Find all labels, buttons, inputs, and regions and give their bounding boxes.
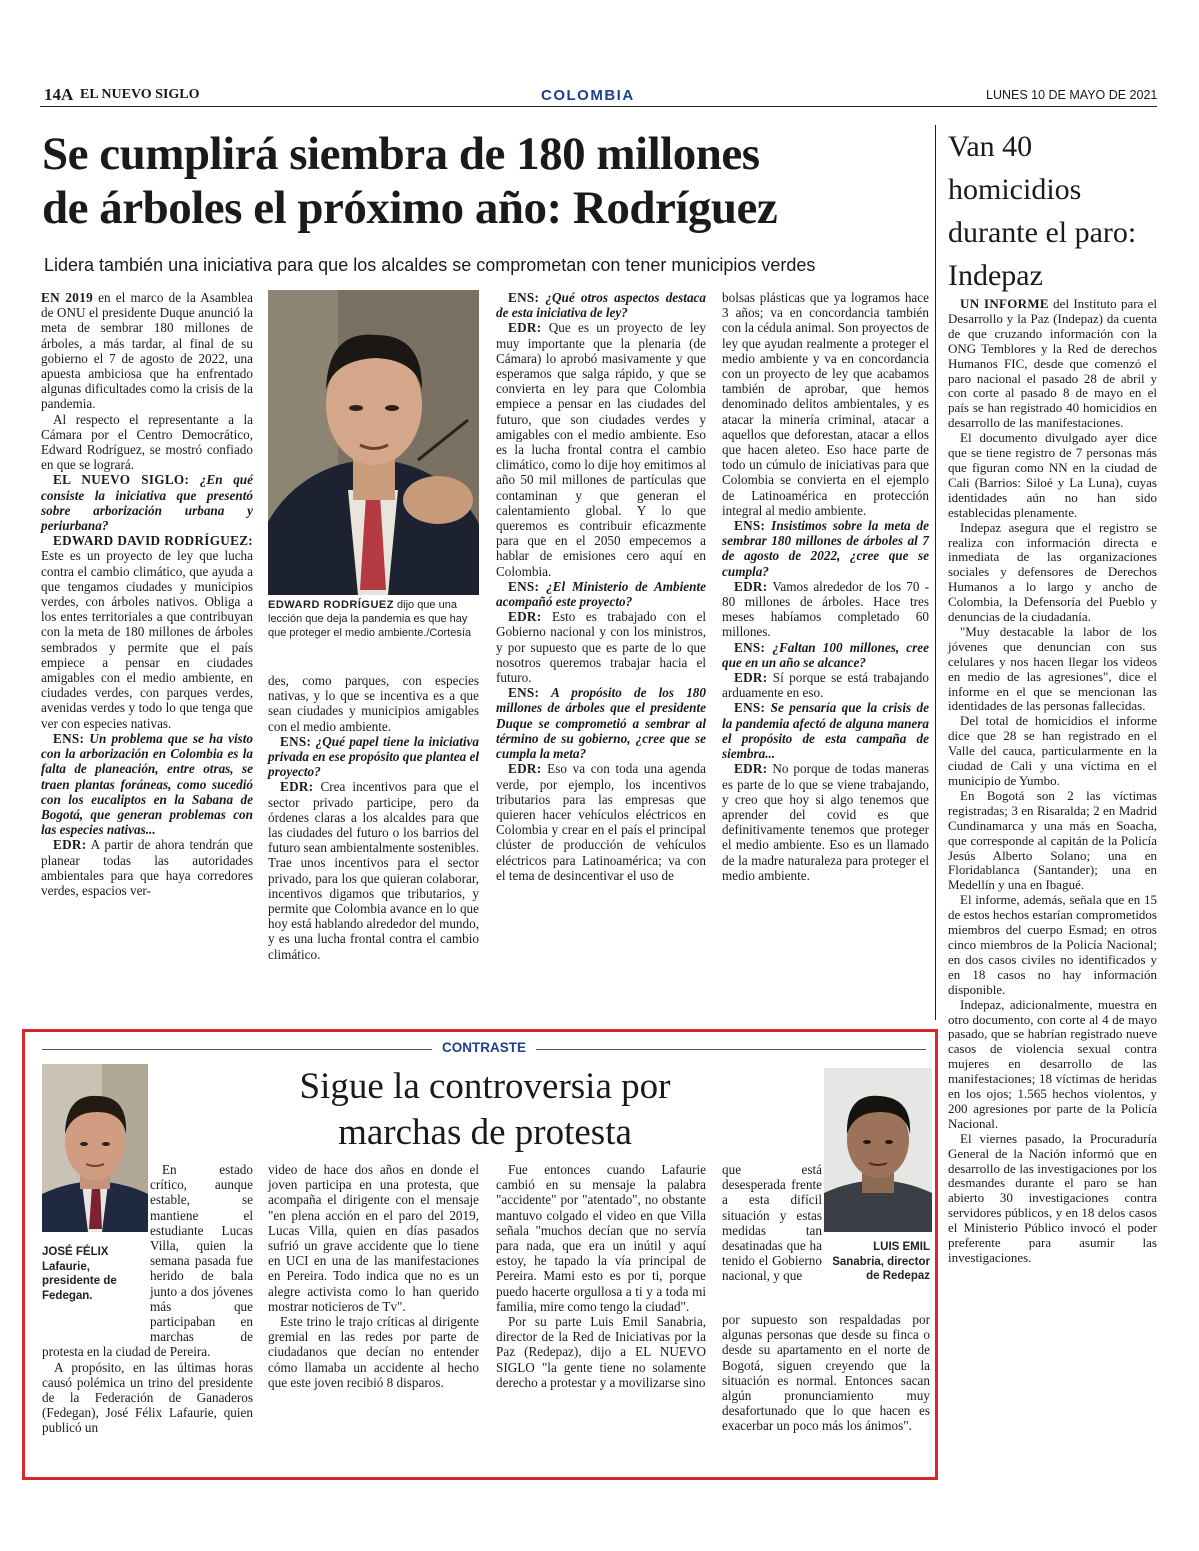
question: ENS: Se pensaría que la crisis de la pandemia afectó de alguna manera el propósito de esta campaña de siembra... xyxy=(722,700,929,762)
question: ENS: ¿Qué papel tiene la iniciativa privada en ese propósito que plantea el proyecto? xyxy=(268,733,479,780)
contraste-rule-right xyxy=(536,1049,926,1050)
question: ENS: ¿Qué otros aspectos destaca de esta iniciativa de ley? xyxy=(496,290,706,321)
contraste-column-2 xyxy=(268,1162,479,1390)
caption-text: Sanabria, director de Redepaz xyxy=(832,1255,930,1282)
main-headline-line1: Se cumplirá siembra de 180 millones xyxy=(42,128,760,180)
answer: EDR: Esto es trabajado con el Gobierno nacional y con los ministros, y por supuesto que es parte de lo que nosotros queremos trabajar hacia el futuro. xyxy=(496,609,706,686)
photo-caption: EDWARD RODRÍGUEZ dijo que una lección que deja la pandemia es que hay que proteger el medio ambiente./Cortesía xyxy=(268,599,472,639)
paragraph: des, como parques, con especies nativas, y lo que se incentiva es a que sean ciudades y municipios amigables con el medio ambiente. xyxy=(268,673,479,734)
question: ENS: Un problema que se ha visto con la arborización en Colombia es la falta de planeación, entre otras, se traen plantas foráneas, como sucedió con los eucaliptos en la Sabana de Bogotá, que generan problemas con las especies nativas... xyxy=(41,730,253,838)
contraste-label: CONTRASTE xyxy=(442,1040,526,1055)
answer: EDR: Crea incentivos para que el sector privado participe, pero da órdenes claras a los alcaldes para que las ciudades del futuro o los barrios del futuro sean ambientalmente sostenibles. Trae unos incentivos para el sector privado, para los que quieran colaborar, incentivos digamos que tributarios, y permite que Colombia avance en lo que hoy está hablando alrededor del mundo, y es una lucha frontal contra el cambio climático. xyxy=(268,779,479,962)
paragraph: Indepaz asegura que el registro se realiza con información directa e inmediata de las organizaciones sociales y defensores de Derechos Humanos a lo largo y ancho de Colombia, la Defensoría del Pueblo y denuncias de la ciudadanía. xyxy=(948,519,1157,625)
caption-name: EDWARD RODRÍGUEZ xyxy=(268,599,394,611)
main-headline xyxy=(42,127,777,235)
photo-wrap-spacer xyxy=(42,1162,150,1342)
main-subheadline: Lidera también una iniciativa para que los alcaldes se comprometan con tener municipios verdes xyxy=(44,255,816,275)
main-column-4 xyxy=(722,290,929,883)
issue-date: LUNES 10 DE MAYO DE 2021 xyxy=(986,88,1158,102)
question: ENS: A propósito de los 180 millones de árboles que el presidente Duque se comprometió a sembrar al término de su gobierno, ¿cree que se cumpla la meta? xyxy=(496,685,706,762)
contraste-headline-line2: marchas de protesta xyxy=(338,1112,632,1153)
paragraph: En estado crítico, aunque estable, se mantiene el estudiante Lucas Villa, quien la semana pasada fue herido de bala junto a dos jóvenes más que participaban en marchas de protesta en la ciudad de Pereira. xyxy=(42,1162,253,1360)
answer: EDR: Que es un proyecto de ley muy importante que la plenaria (de Cámara) lo aprobó masivamente y que esperamos que salga rápido, y que se convierta en ley para que Colombia empiece a pensar en las ciudades del futuro, que son ciudades verdes y amigables con el medio ambiente. Eso es la lucha frontal contra el cambio climático, como lo dije hoy emitimos al año 50 mil millones de partículas que contaminan y que generan el calentamiento global. Y lo que queremos es contribuir eficazmente para que en el 2050 empecemos a hablar de emisiones cero aquí en Colombia. xyxy=(496,320,706,579)
paragraph: Indepaz, adicionalmente, muestra en otro documento, con corte al 4 de mayo pasado, que se habrían registrado nueve casos de violencia sexual contra mujeres en desarrollo de las manifestaciones; 18 víctimas de heridas en los ojos; 1.565 hechos violentos, y 200 agresiones por parte de la Policía Nacional. xyxy=(948,996,1157,1131)
contraste-column-4 xyxy=(722,1162,930,1434)
question: EL NUEVO SIGLO: ¿En qué consiste la iniciativa que presentó sobre arborización urbana y periurbana? xyxy=(41,472,253,534)
contraste-headline xyxy=(160,1064,810,1156)
paragraph: Por su parte Luis Emil Sanabria, director de la Red de Iniciativas por la Paz (Redepaz), dijo a EL NUEVO SIGLO "la gente tiene no solamente derecho a protestar y a movilizarse sino xyxy=(496,1314,706,1390)
photo-wrap-spacer xyxy=(822,1162,930,1312)
paragraph: video de hace dos años en donde el joven participa en una protesta, que acompaña el dirigente con el mensaje "en plena acción en el paro del 2019, Lucas Villa, quien en días pasados sufrió un grave accidente que lo tiene en UCI en una de las manifestaciones en Pereira. Todo indica que no es un alegre activista como lo han querido mostrar noticieros de Tv". xyxy=(268,1162,479,1314)
paragraph: El informe, además, señala que en 15 de estos hechos estarían comprometidos miembros del cuerpo Esmad; en otros cinco miembros de la Policía Nacional; en dos casos civiles no identificados y en 18 casos no hay información disponible. xyxy=(948,892,1157,997)
question: ENS: ¿Faltan 100 millones, cree que en un año se alcance? xyxy=(722,639,929,670)
paragraph: A propósito, en las últimas horas causó polémica un trino del presidente de la Federación de Ganaderos (Fedegan), José Félix Lafaurie, quien publicó un xyxy=(42,1359,253,1436)
paragraph: El viernes pasado, la Procuraduría General de la Nación informó que en desarrollo de las investigaciones por los desmandes durante el paro se han abierto 30 investigaciones contra servidores públicos, y en 18 delos casos el Ministerio Público invocó el poder preferente para asumir las investigaciones. xyxy=(948,1130,1157,1265)
paragraph: Al respecto el representante a la Cámara por el Centro Democrático, Edward Rodríguez, se mostró confiado en que se logrará. xyxy=(41,411,253,473)
header-rule xyxy=(40,106,1157,107)
question: ENS: ¿El Ministerio de Ambiente acompañó este proyecto? xyxy=(496,578,706,610)
paragraph: En Bogotá son 2 las víctimas registradas; 3 en Risaralda; 2 en Madrid Cundinamarca y una más en Soacha, que corresponde al capitán de la Policía Jesús Alberto Solano; una en Floridablanca (Santander); una en Medellín y una en Ibagué. xyxy=(948,787,1157,893)
paragraph: por supuesto son respaldadas por algunas personas que desde su finca o desde su apartamento en el norte de Bogotá, siguen creyendo que la situación es normal. Entonces sacan algún pronunciamiento muy desafortunado que lo que hacen es exacerbar un poco más los ánimos". xyxy=(722,1312,930,1434)
sidebar-body xyxy=(948,297,1157,1266)
column-divider xyxy=(935,125,936,1020)
caption-text: Lafaurie, presidente de Fedegan. xyxy=(42,1260,117,1302)
caption-name: JOSÉ FÉLIX xyxy=(42,1246,109,1258)
main-column-3 xyxy=(496,290,706,883)
paragraph: "Muy destacable la labor de los jóvenes que denuncian con sus celulares y nos hacen llegar los videos en medio de las agresiones", dice el informe en el que se mencionan las identidades de las personas fallecidas. xyxy=(948,623,1157,714)
answer: EDR: No porque de todas maneras es parte de lo que se viene trabajando, y creo que hoy si algo tenemos que aprender del covid es que definitivamente tenemos que proteger el medio ambiente. Eso es un llamado de la madre naturaleza para proteger el medio ambiente. xyxy=(722,761,929,883)
paragraph: que está desesperada frente a esta difícil situación y estas medidas tan desatinadas que ha tenido el Gobierno nacional, y que xyxy=(722,1162,822,1284)
contraste-column-3 xyxy=(496,1162,706,1390)
answer: EDR: Vamos alrededor de los 70 - 80 millones de árboles. Hace tres meses habíamos completado 60 millones. xyxy=(722,578,929,640)
main-column-2 xyxy=(268,673,479,962)
paragraph: UN INFORME del Instituto para el Desarrollo y la Paz (Indepaz) da cuenta de que cruzando información con la ONG Temblores y la Red de derechos Humanos FIC, desde que comenzó el paro nacional el pasado 28 de abril y con corte al pasado 8 de mayo en el país se han registrado 40 homicidios en desarrollo de las manifestaciones. xyxy=(948,296,1157,431)
main-headline-line2: de árboles el próximo año: Rodríguez xyxy=(42,182,778,234)
answer: EDR: Sí porque se está trabajando arduamente en eso. xyxy=(722,670,929,701)
paragraph: bolsas plásticas que ya logramos hace 3 años; va en concordancia también con la cédula animal. Son proyectos de ley que ayudan realmente a proteger el medio ambiente y va en concordancia con un proyecto de ley que acabamos también de aprobar, que hemos denominado delitos ambientales, y es atacar la minería criminal, atacar a aquellos que deforestan, atacar a ellos que hacen aleteo. Eso hace parte de todo un cúmulo de iniciativas para que Colombia se convierta en el ejemplo de Latinoamérica en protección integral al medio ambiente. xyxy=(722,290,929,518)
edward-rodriguez-photo xyxy=(268,290,479,595)
paragraph: EN 2019 en el marco de la Asamblea de ONU el presidente Duque anunció la meta de sembrar 180 millones de árboles, a más tardar, al final de su gobierno el 7 de agosto de 2022, una apuesta ambiciosa que ha enfrentado algunas dificultades como la crisis de la pandemia. xyxy=(41,290,253,412)
masthead: EL NUEVO SIGLO xyxy=(80,87,200,102)
answer: EDR: A partir de ahora tendrán que planear todas las autoridades ambientales para que haya corredores verdes, espacios ver- xyxy=(41,837,253,898)
sidebar-headline: Van 40 homicidios durante el paro: Indepaz xyxy=(948,130,1137,292)
answer: EDR: Eso va con toda una agenda verde, por ejemplo, los incentivos tributarios para las empresas que quieren hacer vehículos eléctricos en Colombia y crear en el país el principal clúster de producción de vehículos eléctricos para Latinoamérica; va con el tema de desincentivar el uso de xyxy=(496,761,706,883)
portrait-illustration xyxy=(268,290,479,595)
paragraph: Este trino le trajo críticas al dirigente gremial en las redes por parte de ciudadanos que decían no entender cómo llamaba un accidente al hecho que este joven recibió 8 disparos. xyxy=(268,1314,479,1390)
page-number: 14A xyxy=(44,85,74,104)
question: ENS: Insistimos sobre la meta de sembrar 180 millones de árboles al 7 de agosto de 2022, ¿cree que se cumpla? xyxy=(722,518,929,579)
lead-in: EN 2019 xyxy=(41,290,93,305)
answer: EDWARD DAVID RODRÍGUEZ: Este es un proyecto de ley que lucha contra el cambio climático, que ayuda a que tengamos ciudades y municipios verdes, con árboles nativos. Obliga a los entes territoriales a que contribuyan con la meta de 180 millones de árboles sembrados y permite que el país empiece a pensar en ciudades amigables con el medio ambiente, en ciudades verdes, con parques verdes, avenidas verdes y todo lo que tenga que ver con especies nativas. xyxy=(41,533,253,731)
contraste-column-1 xyxy=(42,1162,253,1436)
main-column-1 xyxy=(41,290,253,898)
contraste-rule-left xyxy=(42,1049,432,1050)
paragraph: Del total de homicidios el informe dice que 28 se han registrado en el Valle del cauca, particularmente en la ciudad de Cali y una víctima en el municipio de Yumbo. xyxy=(948,713,1157,788)
paragraph: Fue entonces cuando Lafaurie cambió en su mensaje la palabra "accidente" por "atentado", no obstante mantuvo colgado el video en que Villa señala "muchos decían que no servía para nada, que era un inútil y aquí estoy, he tapado la vía principal de Pereira. Mami esto es por ti, porque puedo hacerte orgullosa a ti y a toda mi familia, mire como tengo la ciudad". xyxy=(496,1162,706,1314)
caption-name: LUIS EMIL xyxy=(873,1241,930,1253)
contraste-headline-line1: Sigue la controversia por xyxy=(299,1066,671,1107)
paragraph: El documento divulgado ayer dice que se tiene registro de 7 personas más que figuran como NN en la ciudad de Cali (Barrios: Siloé y La Luna), cuyas identidades aún no han sido establecidas plenamente. xyxy=(948,430,1157,520)
lead-in: UN INFORME xyxy=(960,296,1049,311)
section-label: COLOMBIA xyxy=(541,87,635,104)
